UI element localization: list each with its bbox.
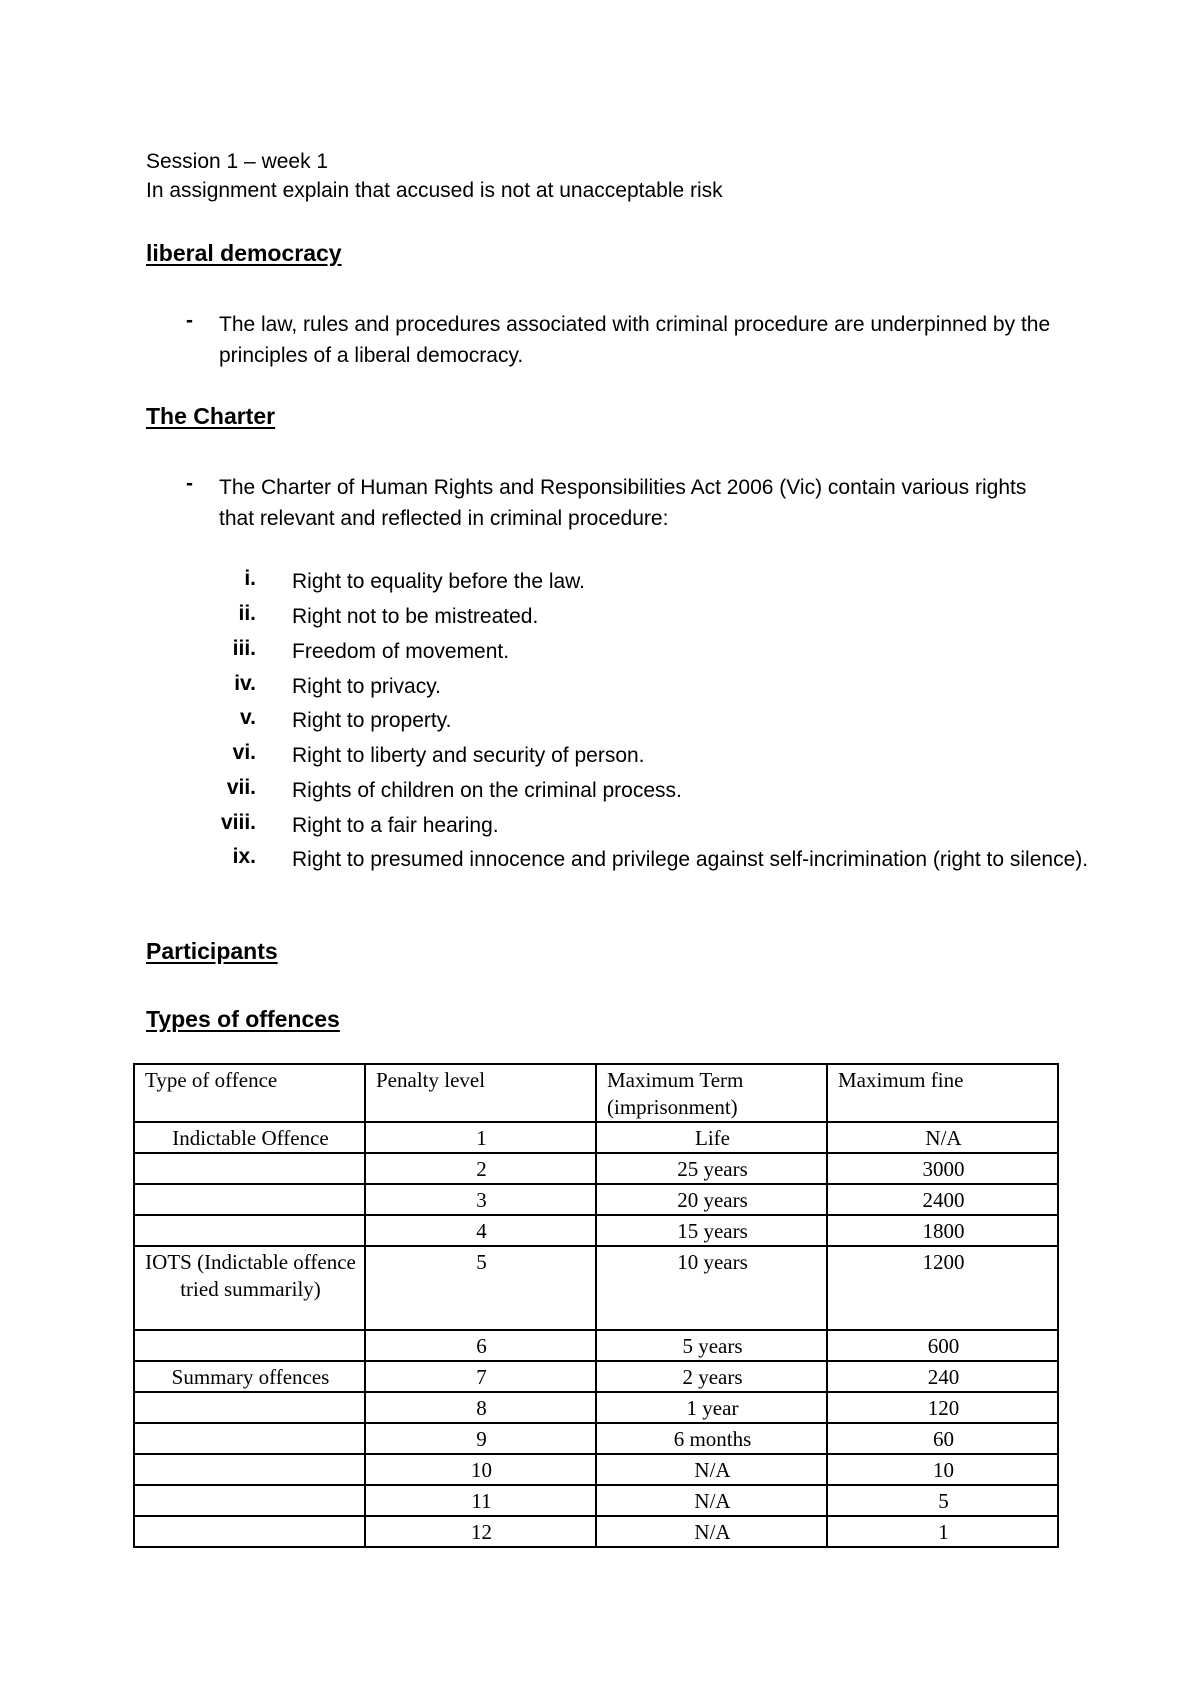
heading-types-of-offences: Types of offences xyxy=(146,1006,340,1032)
max-term-cell: 2 years xyxy=(596,1361,827,1392)
column-header: Type of offence xyxy=(134,1064,365,1122)
max-fine-cell: 120 xyxy=(827,1392,1058,1423)
max-term-cell: 20 years xyxy=(596,1184,827,1215)
heading-liberal-democracy: liberal democracy xyxy=(146,240,342,266)
table-row xyxy=(134,1330,1058,1361)
table-header-row xyxy=(134,1064,1058,1122)
max-term-cell: N/A xyxy=(596,1454,827,1485)
assignment-note: In assignment explain that accused is not at unacceptable risk xyxy=(146,179,723,202)
list-text: Right to a fair hearing. xyxy=(292,814,499,837)
table-row xyxy=(134,1392,1058,1423)
offence-type-cell xyxy=(134,1153,365,1184)
penalty-level-cell: 9 xyxy=(365,1423,596,1454)
penalty-level-cell: 4 xyxy=(365,1215,596,1246)
table-row xyxy=(134,1454,1058,1485)
penalty-level-cell: 7 xyxy=(365,1361,596,1392)
penalty-level-cell: 2 xyxy=(365,1153,596,1184)
list-number: ii. xyxy=(238,602,256,625)
max-fine-cell: 1 xyxy=(827,1516,1058,1547)
offence-type-cell xyxy=(134,1184,365,1215)
column-header: Penalty level xyxy=(365,1064,596,1122)
penalty-level-cell: 5 xyxy=(365,1246,596,1330)
list-text: Right to privacy. xyxy=(292,675,441,698)
list-text: Rights of children on the criminal process. xyxy=(292,779,682,802)
table-row xyxy=(134,1423,1058,1454)
offence-type-cell: IOTS (Indictable offence tried summarily) xyxy=(134,1246,365,1330)
max-fine-cell: 1800 xyxy=(827,1215,1058,1246)
list-number: iii. xyxy=(232,637,256,660)
offence-type-cell xyxy=(134,1516,365,1547)
max-fine-cell: 2400 xyxy=(827,1184,1058,1215)
offence-type-cell: Indictable Offence xyxy=(134,1122,365,1153)
penalty-level-cell: 1 xyxy=(365,1122,596,1153)
table-row xyxy=(134,1153,1058,1184)
list-text: Right to liberty and security of person. xyxy=(292,744,645,767)
list-number: i. xyxy=(244,567,256,590)
max-term-cell: N/A xyxy=(596,1485,827,1516)
max-term-cell: N/A xyxy=(596,1516,827,1547)
table-row xyxy=(134,1246,1058,1330)
list-number: iv. xyxy=(234,672,256,695)
heading-participants: Participants xyxy=(146,938,278,964)
max-fine-cell: 3000 xyxy=(827,1153,1058,1184)
max-term-cell: 1 year xyxy=(596,1392,827,1423)
max-fine-cell: N/A xyxy=(827,1122,1058,1153)
max-fine-cell: 10 xyxy=(827,1454,1058,1485)
offence-type-cell xyxy=(134,1485,365,1516)
list-number: vii. xyxy=(226,776,256,799)
max-fine-cell: 60 xyxy=(827,1423,1058,1454)
table-row xyxy=(134,1516,1058,1547)
liberal-democracy-text: The law, rules and procedures associated with criminal procedure are underpinned by the principles of a liberal democracy. xyxy=(219,313,1051,367)
column-header: Maximum fine xyxy=(827,1064,1058,1122)
list-text: Right to property. xyxy=(292,709,452,732)
list-text: Right not to be mistreated. xyxy=(292,605,539,628)
table-row xyxy=(134,1184,1058,1215)
max-fine-cell: 240 xyxy=(827,1361,1058,1392)
table-row xyxy=(134,1361,1058,1392)
max-term-cell: 10 years xyxy=(596,1246,827,1330)
offence-type-cell xyxy=(134,1423,365,1454)
list-number: vi. xyxy=(232,741,256,764)
list-number: v. xyxy=(240,706,256,729)
max-term-cell: 25 years xyxy=(596,1153,827,1184)
offence-type-cell xyxy=(134,1330,365,1361)
list-text: Freedom of movement. xyxy=(292,640,510,663)
penalty-level-cell: 10 xyxy=(365,1454,596,1485)
penalty-level-cell: 6 xyxy=(365,1330,596,1361)
bullet-dash: - xyxy=(186,472,193,495)
table-row xyxy=(134,1122,1058,1153)
max-term-cell: Life xyxy=(596,1122,827,1153)
offence-type-cell xyxy=(134,1215,365,1246)
max-fine-cell: 600 xyxy=(827,1330,1058,1361)
bullet-dash: - xyxy=(186,309,193,332)
list-number: ix. xyxy=(232,845,256,868)
list-text: Right to equality before the law. xyxy=(292,570,586,593)
heading-the-charter: The Charter xyxy=(146,403,276,429)
penalty-level-cell: 12 xyxy=(365,1516,596,1547)
penalty-level-cell: 8 xyxy=(365,1392,596,1423)
table-row xyxy=(134,1215,1058,1246)
penalty-level-cell: 3 xyxy=(365,1184,596,1215)
max-term-cell: 5 years xyxy=(596,1330,827,1361)
penalty-level-cell: 11 xyxy=(365,1485,596,1516)
offence-type-cell: Summary offences xyxy=(134,1361,365,1392)
max-fine-cell: 5 xyxy=(827,1485,1058,1516)
list-text: Right to presumed innocence and privilege against self-incrimination (right to silence). xyxy=(292,848,1089,871)
session-title: Session 1 – week 1 xyxy=(146,150,329,173)
column-header: Maximum Term (imprisonment) xyxy=(596,1064,827,1122)
offence-type-cell xyxy=(134,1392,365,1423)
table-row xyxy=(134,1485,1058,1516)
max-term-cell: 6 months xyxy=(596,1423,827,1454)
max-fine-cell: 1200 xyxy=(827,1246,1058,1330)
offences-table xyxy=(133,1063,1059,1548)
offence-type-cell xyxy=(134,1454,365,1485)
charter-text: The Charter of Human Rights and Responsibilities Act 2006 (Vic) contain various rights that relevant and reflected in criminal procedure: xyxy=(219,476,1027,530)
list-number: viii. xyxy=(220,811,256,834)
max-term-cell: 15 years xyxy=(596,1215,827,1246)
